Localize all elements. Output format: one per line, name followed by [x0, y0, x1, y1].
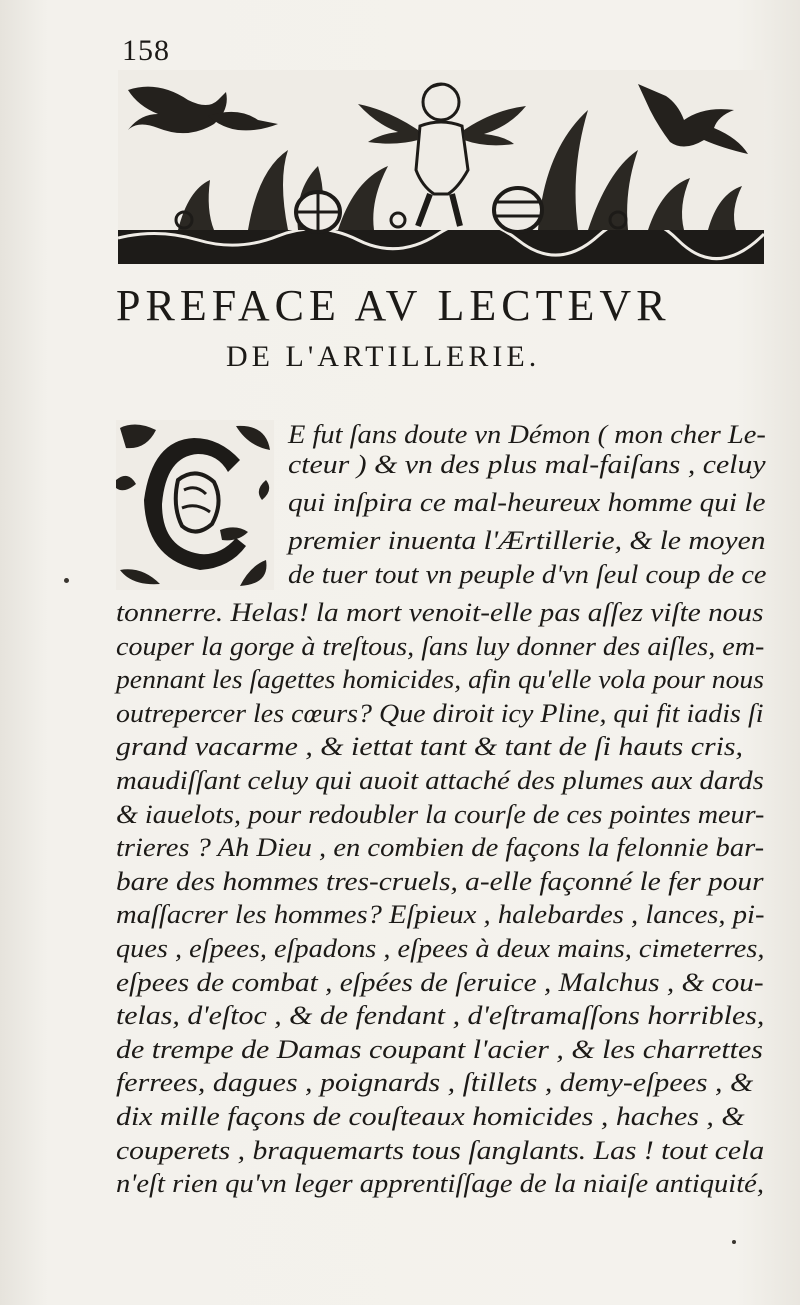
text-line: de trempe de Damas coupant l'acier , & les charrettes: [116, 1034, 763, 1064]
historiated-initial-c-icon: [116, 420, 274, 590]
woodcut-headpiece-icon: [118, 70, 764, 264]
text-line: cteur ) & vn des plus mal-faiſans , celuy: [288, 450, 766, 479]
paper-speck: [64, 578, 69, 583]
text-line: eſpees de combat , eſpées de ſeruice , Malchus , & cou-: [116, 967, 764, 997]
text-line: tonnerre. Helas! la mort venoit-elle pas aſſez viſte nous: [116, 598, 764, 627]
text-line: n'eſt rien qu'vn leger apprentiſſage de la niaiſe antiquité,: [116, 1169, 764, 1199]
text-line: qui inſpira ce mal-heureux homme qui le: [288, 488, 766, 517]
text-line: couper la gorge à treſtous, ſans luy donner des aiſles, em-: [116, 631, 765, 661]
text-line: premier inuenta l'Ærtillerie, & le moyen: [288, 526, 766, 555]
text-line: outrepercer les cœurs? Que diroit icy Pline, qui fit iadis ſi: [116, 698, 764, 728]
text-line: pennant les ſagettes homicides, afin qu'elle vola pour nous: [116, 665, 764, 695]
text-line: ferrees, dagues , poignards , ſtillets , demy-eſpees , &: [116, 1068, 754, 1098]
text-line: de tuer tout vn peuple d'vn ſeul coup de ce: [288, 560, 767, 589]
text-line: dix mille façons de couſteaux homicides , haches , &: [116, 1102, 745, 1131]
page-subtitle: DE L'ARTILLERIE.: [226, 340, 541, 373]
text-line: maudiſſant celuy qui auoit attaché des plumes aux dards: [116, 766, 764, 795]
text-line: bare des hommes tres-cruels, a-elle façonné le fer pour: [116, 866, 764, 896]
text-line: telas, d'eſtoc , & de fendant , d'eſtramaſſons horribles,: [116, 1001, 765, 1031]
paper-speck: [732, 1240, 736, 1244]
text-line: maſſacrer les hommes? Eſpieux , halebardes , lances, pi-: [116, 900, 765, 930]
text-line: trieres ? Ah Dieu , en combien de façons la felonnie bar-: [116, 833, 765, 863]
page-number: 158: [122, 34, 170, 67]
text-line: grand vacarme , & iettat tant & tant de ſi hauts cris,: [116, 732, 744, 762]
text-line: couperets , braquemarts tous ſanglants. Las ! tout cela: [116, 1135, 765, 1165]
text-line: & iauelots, pour redoubler la courſe de ces pointes meur-: [116, 799, 765, 829]
text-line: E fut ſans doute vn Démon ( mon cher Le-: [288, 420, 766, 449]
text-line: ques , eſpees, eſpadons , eſpees à deux mains, cimeterres,: [116, 934, 765, 963]
page-title: PREFACE AV LECTEVR: [116, 281, 671, 330]
